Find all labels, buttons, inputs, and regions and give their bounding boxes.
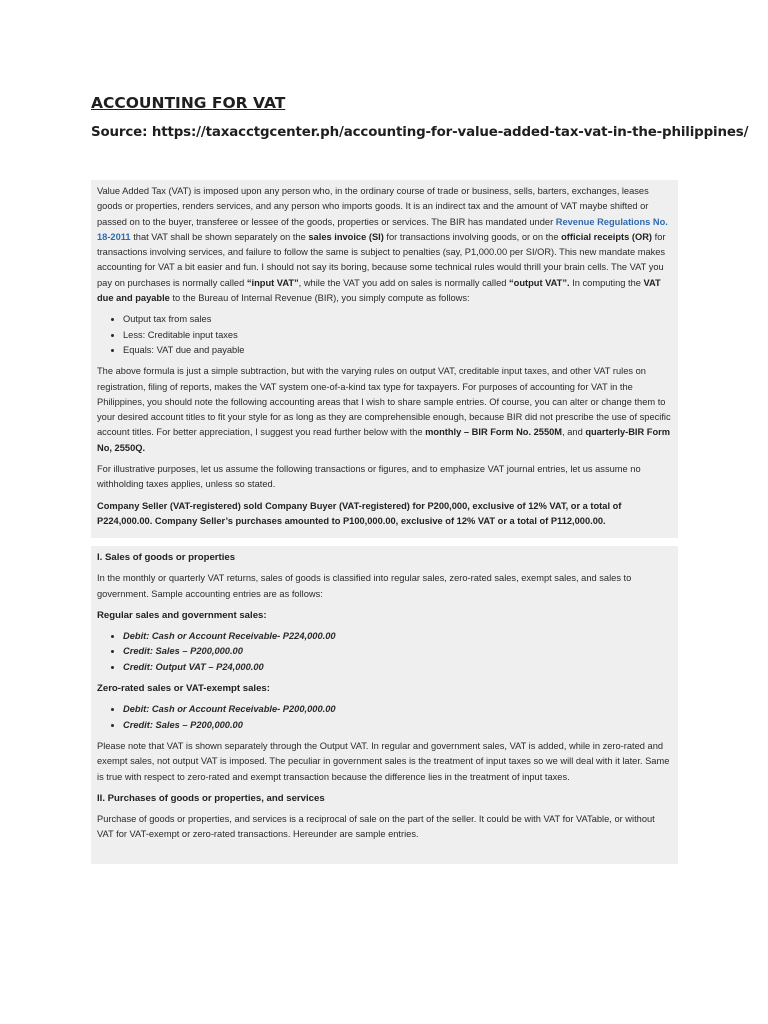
list-item: • Credit: Output VAT – P24,000.00 [123,660,672,675]
example-transaction-paragraph: Company Seller (VAT-registered) sold Company Buyer (VAT-registered) for P200,000, exclusive of 12% VAT, or a total of P224,000.00. Company Seller’s purchases amounted to P100,000.00, exclusive of 12% VAT or a total of P112,000.00. [97,500,622,526]
list-item: • Output tax from sales [123,312,672,327]
regular-sales-entries [97,629,672,675]
list-item: • Credit: Sales – P200,000.00 [123,718,672,733]
document-title: ACCOUNTING FOR VAT [91,94,286,112]
revenue-regulations-link[interactable]: Revenue Regulations No. 18-2011 [97,216,668,242]
source-line: Source: https://taxacctgcenter.ph/accounting-for-value-added-tax-vat-in-the-philippines/ [91,125,749,140]
section-heading-purchases: II. Purchases of goods or properties, and services [97,792,325,804]
intro-paragraph: Value Added Tax (VAT) is imposed upon any person who, in the ordinary course of trade or business, sells, barters, exchanges, leases goods or properties, renders services, and any person who imports goods. It is an indirect tax and the amount of VAT maybe shifted or passed on to the buyer, transferee or lessee of the goods, properties or services. The BIR has mandated under Revenue Regulations No. 18-2011 that VAT shall be shown separately on the sales invoice (SI) for transactions involving goods, or on the official receipts (OR) for transactions involving services, and failure to follow the same is subject to penalties (say, P1,000.00 per SI/OR). This new mandate makes accounting for VAT a bit easier and fun. I should not say its boring, because some technical rules would thrill your brain cells. The VAT you pay on purchases is normally called “input VAT”, while the VAT you add on sales is normally called “output VAT”. In computing the VAT due and payable to the Bureau of Internal Revenue (BIR), you simply compute as follows: [97,186,668,304]
list-item: • Debit: Cash or Account Receivable- P200,000.00 [123,702,672,717]
article-excerpt-1 [91,180,678,538]
purchases-intro-paragraph: Purchase of goods or properties, and services is a reciprocal of sale on the part of the seller. It could be with VAT for VATable, or without VAT for VAT-exempt or zero-rated transactions. Hereunder are sample entries. [97,814,655,840]
regular-sales-heading: Regular sales and government sales: [97,609,267,621]
zero-rated-entries [97,702,672,733]
article-excerpt-2 [91,546,678,864]
section-heading-sales: I. Sales of goods or properties [97,552,236,563]
assumption-paragraph: For illustrative purposes, let us assume the following transactions or figures, and to emphasize VAT journal entries, let us assume no withholding taxes applies, unless so stated. [97,464,641,490]
list-item: • Debit: Cash or Account Receivable- P224,000.00 [123,629,672,644]
list-item: • Less: Creditable input taxes [123,328,672,343]
sales-intro-paragraph: In the monthly or quarterly VAT returns, sales of goods is classified into regular sales, zero-rated sales, exempt sales, and sales to government. Sample accounting entries are as follows: [97,573,632,599]
output-vat-note-paragraph: Please note that VAT is shown separately through the Output VAT. In regular and government sales, VAT is added, while in zero-rated and exempt sales, not output VAT is imposed. The peculiar in government sales is the treatment of input taxes so we will deal with it later. Same is true with respect to zero-rated and exempt transaction because the difference lies in the treatment of input taxes. [97,740,670,782]
list-item: • Credit: Sales – P200,000.00 [123,644,672,659]
formula-explanation-paragraph: The above formula is just a simple subtraction, but with the varying rules on output VAT, creditable input taxes, and other VAT rules on registration, filing of reports, makes the VAT system one-of-a-kind tax type for taxpayers. For purposes of accounting for VAT in the Philippines, you should note the following accounting areas that I wish to share sample entries. Of course, you can alter or change them to your desired account titles to fit your style for as long as they are comprehensible enough, because BIR did not prescribe the use of specific account titles. For better appreciation, I suggest you read further below with the monthly – BIR Form No. 2550M, and quarterly-BIR Form No, 2550Q. [97,366,671,453]
zero-rated-heading: Zero-rated sales or VAT-exempt sales: [97,683,270,695]
vat-formula-list [97,312,672,358]
list-item: • Equals: VAT due and payable [123,343,672,358]
